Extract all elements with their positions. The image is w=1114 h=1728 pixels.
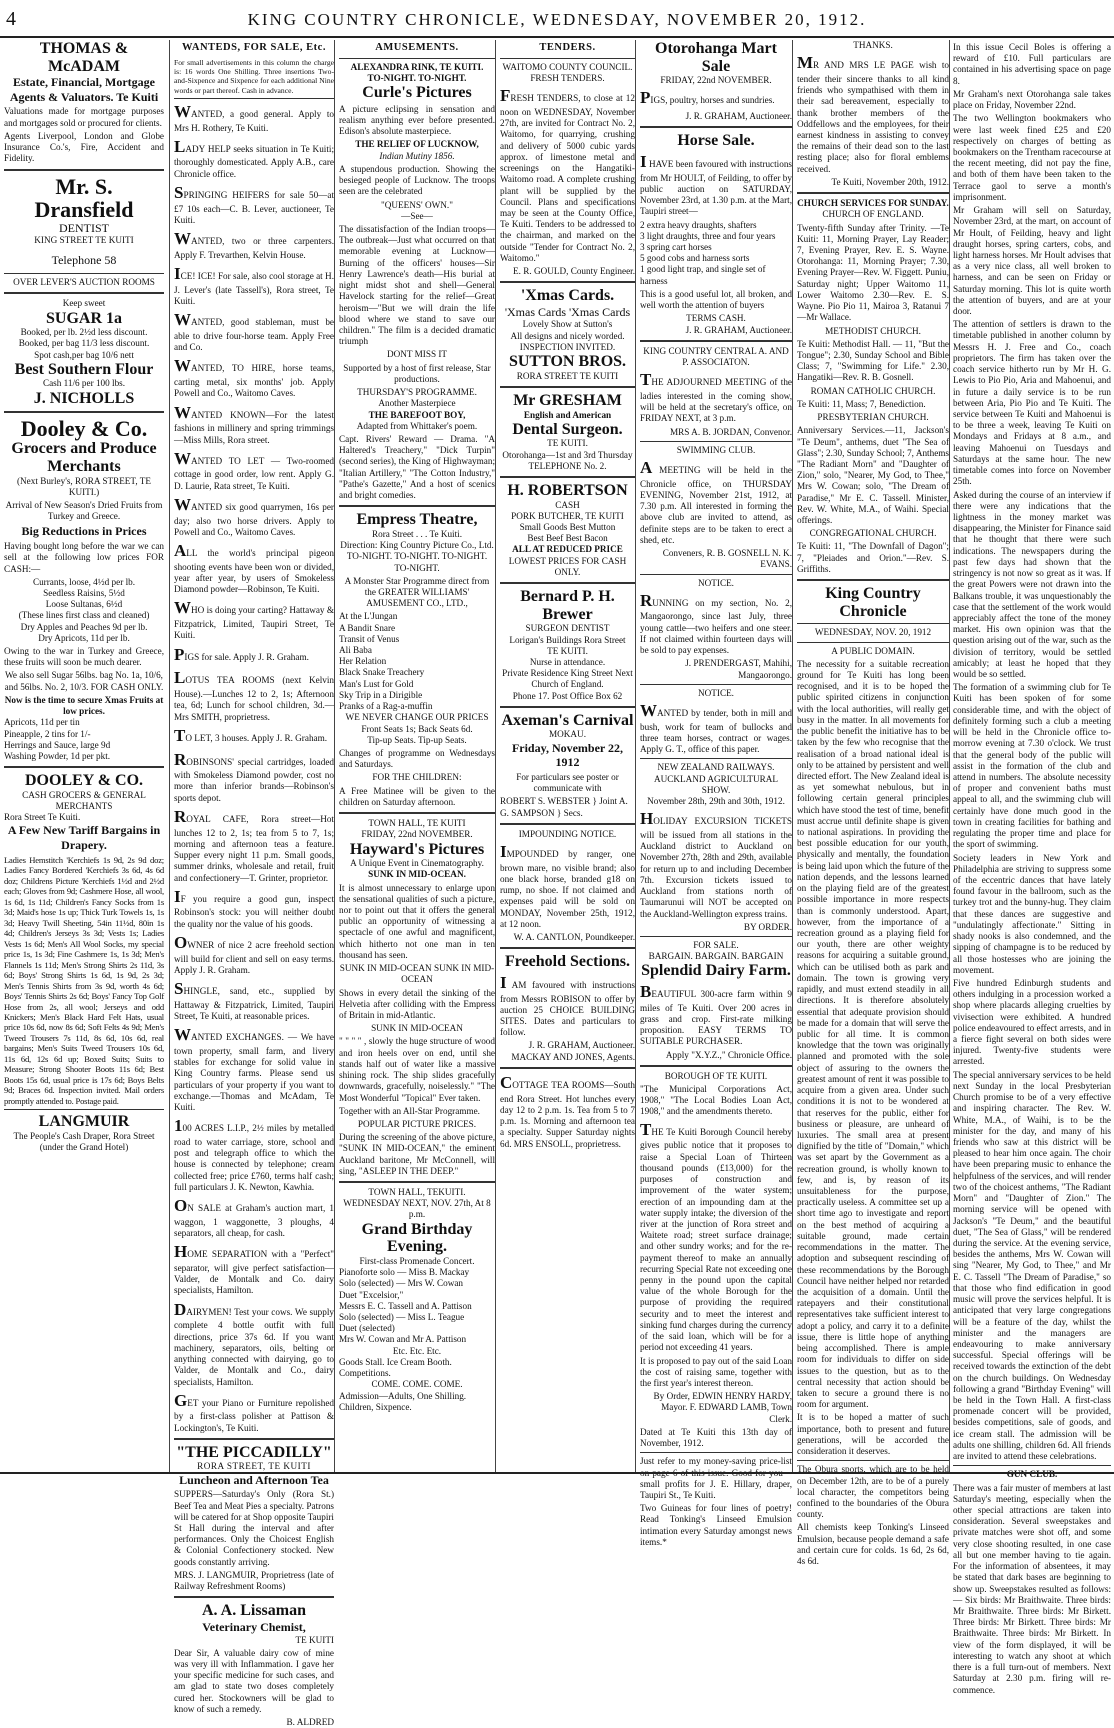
nicholls-l2: Booked, per bag 11/3 less discount. [18, 338, 150, 349]
news-item: The two Wellington bookmakers who were last week fined £25 and £20 respectively on charges of betting as bookmakers on the Trentham racecourse at the recent meeting, did not pay the fine, and both of them have been taken to the Terrace gaol to serve a month's imprisonment. [953, 113, 1111, 202]
classified-ad: TO LET, 3 houses. Apply J. R. Graham. [174, 725, 328, 745]
church-head: CHURCH SERVICES FOR SUNDAY. [797, 198, 949, 209]
news-item: Mr Graham will sell on Saturday, November 23rd, at the mart, on account of Mr Hoult, of Feilding, heavy and light draught horses, spring carters, cobs, and light harness horses. Mr Hoult advises that as a very nice class, all well broken to harness, and can be seen on Friday or Saturday morning. This lot is quite worth the attention of buyers, and are at your door. [953, 205, 1111, 317]
empress-p1: A Monster Star Programme direct from the GREATER WILLIAMS' AMUSEMENT CO., LTD., [344, 575, 490, 609]
rink: ALEXANDRA RINK, TE KUITI. [350, 61, 484, 72]
nicholls-sugar: SUGAR 1a [45, 309, 122, 327]
freehold-body: I AM favoured with instructions from Messrs ROBISON to offer by auction 25 CHOICE BUILDING SITES. Dates and particulars to follow. [500, 972, 635, 1038]
editorial-head: A PUBLIC DOMAIN. [831, 645, 915, 656]
mart-sign: J. R. GRAHAM, Auctioneer. [685, 111, 792, 122]
dooley-now: Now is the time to secure Xmas Fruits at low prices. [4, 694, 164, 717]
horse-item: 1 good light trap, and single set of harness [640, 264, 766, 286]
brewer-name: Bernard P. H. Brewer [520, 588, 615, 623]
impound-head: IMPOUNDING NOTICE. [518, 828, 617, 839]
dransfield-addr: KING STREET TE KUITI [34, 235, 134, 246]
mart-date: FRIDAY, 22nd NOVEMBER. [660, 75, 772, 86]
langmuir-sub: The People's Cash Draper, Rora Street (under the Grand Hotel) [13, 1130, 155, 1153]
robertson-l2: Best Beef Best Bacon [527, 533, 608, 544]
dairy-sign: Apply "X.Y.Z.," Chronicle Office. [665, 1049, 792, 1060]
hayward-p5: During the screening of the above picture, "SUNK IN MID-OCEAN," the eminent Auckland baritone, Mr McConnell, will sing, "ASLEEP IN THE DEEP." [339, 1132, 495, 1176]
cottage-body: COTTAGE TEA ROOMS—South end Rora Street. Hot lunches every day 12 to 2 p.m. 1s. Tea from 5 to 7 p.m. 1s. Morning and afternoon tea a specialty. Supper Saturday nights 6d. MRS ENSOLL, proprietress. [500, 1072, 635, 1149]
robertson-sub: PORK BUTCHER, TE KUITI [511, 510, 624, 521]
page-number: 4 [6, 8, 16, 30]
hayward-name: Hayward's Pictures [349, 840, 485, 858]
thanks-body: MR AND MRS LE PAGE wish to tender their sincere thanks to all kind friends who sympathised with them in their sad bereavement, especially to thank brother members of the Oddfellows and the employees, for their earnest kindness in assisting to convey the remains of their dead son to the last resting place; also for floral emblems received. [797, 53, 949, 174]
wednesday: WEDNESDAY NEXT, NOV. 27th, At 8 p.m. [343, 1198, 491, 1220]
notice2-body: WANTED by tender, both in mill and bush, work for team of bullocks and three team horses, contract or wages. Apply G. T., office of this paper. [640, 700, 792, 755]
piccadilly-prop: MRS. J. LANGMUIR, Proprietress (late of Railway Refreshment Rooms) [174, 1569, 334, 1592]
thursday: THURSDAY'S PROGRAMME. [357, 387, 477, 398]
queens: "QUEENS' OWN." [381, 199, 453, 210]
lucknow-p1: A stupendous production. Showing the besieged people of Lucknow. The troops seen are the celebrated [339, 163, 495, 197]
dooley-item2: Herrings and Sauce, large 9d [4, 739, 111, 750]
swim-head: SWIMMING CLUB. [676, 444, 756, 455]
nicholls-name: J. NICHOLLS [33, 389, 135, 407]
piccadilly-name: "THE PICCADILLY" [176, 1443, 332, 1461]
birthday-item: Goods Stall. Ice Cream Booth. Competitions. [339, 1356, 452, 1379]
dooley-sub: Grocers and Produce Merchants [11, 440, 157, 475]
masthead [0, 0, 1114, 38]
birthday-item: Solo (selected) — Mrs W. Cowan [339, 1278, 464, 1289]
tender-body: FRESH TENDERS, to close at 12 noon on WEDNESDAY, November 27th, are invited for Contract No. 2, Waitomo, for quarrying, crushing and delivery of 5000 cubic yards approx. of limestone metal and screenings on the Hangatiki-Waitomo road. A complete crushing plant will be supplied by the Council. Plans and specifications may be seen at the County Office, Te Kuiti. Tenders to be addressed to the chairman, and marked on the outside "Tender for Contract No. 2, Waitomo." [500, 86, 635, 263]
dransfield-tel: Telephone 58 [51, 252, 117, 267]
hayward-p1: It is almost unnecessary to enlarge upon the sensational qualities of such a picture, nor to point out that it offers the general public an opportunity of witnessing a spectacle of one awful and magnificent, which hitherto not one man in ten thousand has seen. [339, 882, 495, 960]
central-head: KING COUNTRY CENTRAL A. AND P. ASSOCIATON. [643, 345, 789, 367]
news-item: The formation of a swimming club for Te Kuiti has been spoken of for some considerable time, and with the object of definitely forming such a club a meeting will be held in the Chronicle office to-morrow evening at 7.30 o'clock. We trust that the general body of the public will assist in the formation of the club and attend in numbers. The absolute necessity of proper and convenient baths must appeal to all, and the swimming club will certainly have done much good in the town in creating facilities for bathing and regulating the proper time and place for the sport of swimming. [953, 682, 1111, 850]
empress-tip: Tip-up Seats. Tip-up Seats. [367, 734, 467, 745]
gould: E. R. GOULD, County Engineer. [513, 266, 635, 277]
dooley2-sub: CASH GROCERS & GENERAL MERCHANTS [22, 789, 146, 812]
dooley-item: (These lines first class and cleaned) [18, 610, 150, 621]
dooley-item: Loose Sultanas, 6½d [45, 599, 123, 610]
horse-name: Horse Sale. [677, 132, 755, 150]
horse-item: 2 extra heavy draughts, shafters [640, 219, 757, 230]
gun-body: There was a fair muster of members at last Saturday's meeting, especially when the other special attractions are taken into consideration. Several sweepstakes and private matches were shot off, and some very close shooting resulted, in one case all but one member having to tie again. For the information of absentees, it may be stated that dark bases are beginning to show up. Sweepstakes resulted as follows:— Six birds: Mr Braithwaite. Three birds: Mr Braithwaite. Three birds: Mr Birkett. Three birds: Mr Birkett. Three birds: Mr Braithwaite. Three birds: Mr Birkett. In view of the form displayed, it will be interesting to watch any shoot at which there is a full turn-out of members. Next Saturday at 2.30 p.m. firing will re-commence. [953, 1482, 1111, 1695]
classified-ad: WANTED KNOWN—For the latest fashions in millinery and spring trimmings—Miss Mills, Rora street. [174, 402, 334, 445]
dooley-item2: Apricots, 11d per tin [4, 717, 80, 728]
notice1-head: NOTICE. [698, 577, 734, 588]
dooley2-addr: Rora Street Te Kuiti. [4, 812, 81, 823]
empress-item: Man's Lust for Gold [339, 678, 414, 689]
brewer-priv: Private Residence King Street Next Church of England. [502, 668, 633, 690]
empress-changes: Changes of programme on Wednesdays and Saturdays. [339, 748, 495, 770]
dooley-item: Currants, loose, 4½d per lb. [32, 576, 136, 587]
classified-ad: SPRINGING HEIFERS for sale 50—at £7 10s each—C. B. Lever, auctioneer, Te Kuiti. [174, 182, 334, 225]
editorial-p3: The Obura sports, which are to be held on December 12th, are to be of a purely local character, the competitors being confined to the boundaries of the Obura county. [797, 1464, 949, 1520]
xmas-sub: 'Xmas Cards 'Xmas Cards [504, 304, 631, 319]
dooley-name: Dooley & Co. [20, 416, 148, 442]
editorial-p2: It is to be hoped a matter of such importance, both to present and future generations, will be accorded the consideration it deserves. [797, 1412, 949, 1457]
notice1-body: RUNNING on my section, No. 2, Mangaorongo, since last July, three young cattle—two heifers and one steer. If not claimed within fourteen days will be sold to pay expenses. [640, 590, 792, 656]
sutton-name: SUTTON BROS. [508, 353, 627, 371]
impound-sign: W. A. CANTLON, Poundkeeper. [513, 932, 635, 943]
council: WAITOMO COUNTY COUNCIL. [502, 61, 633, 72]
nicholls-l1: Booked, per lb. 2½d less discount. [20, 327, 148, 338]
borough-p2: THE Te Kuiti Borough Council hereby gives public notice that it proposes to raise a Special Loan of Thirteen thousand pounds (£13,000) for the purposes of construction and improvement of the water system; erection of an impounding dam at the water supply intake; the diversion of the river at the junction of Rora street and Waitete road; street surface drainage; and other sundry works; and for the re-payment thereof to make an annually recurring Special Rate not exceeding one penny in the pound upon the capital value of the whole Borough for the purpose of providing the required security and to meet the interest and sinking fund charges during the currency of the said loan, which will be for a period not exceeding 41 years. [640, 1119, 792, 1353]
support: Supported by a host of first release, Star productions. [343, 362, 491, 384]
birthday-item: Messrs E. C. Tassell and A. Pattison [339, 1300, 472, 1311]
dooley2-name: DOOLEY & CO. [24, 772, 144, 790]
gresham-town: TE KUITI. [547, 438, 588, 449]
lissaman-sub: Veterinary Chemist, [202, 1619, 306, 1634]
tariff-head: A Few New Tariff Bargains in Drapery. [7, 823, 161, 853]
barefoot-list: Capt. Rivers' Reward — Drama. "A Haltered's Treachery," "Dick Turpin" (second series), the King of Highwayman; "Italian Artillery," "The Cotton Industry," "Pathe's Gazette," And a host of scenics and bright comedies. [339, 433, 495, 501]
dransfield-role: DENTIST [59, 220, 109, 235]
rail-sign: BY ORDER. [743, 921, 792, 932]
central-body: THE ADJOURNED MEETING of the ladies interested in the coming show, will be held at the secretary's office, on FRIDAY NEXT, at 3 p.m. [640, 370, 792, 424]
thomas-p2: Agents Liverpool, London and Globe Insurance Co.'s, Fire, Accident and Fidelity. [4, 130, 164, 164]
popular: POPULAR PICTURE PRICES. [357, 1118, 477, 1129]
rc-head: ROMAN CATHOLIC CHURCH. [810, 385, 936, 396]
another: Another Masterpiece [378, 398, 456, 409]
classified-ad: WANTED, a good general. Apply to Mrs H. Rothery, Te Kuiti. [174, 101, 334, 133]
cofe-head: CHURCH OF ENGLAND. [822, 209, 924, 220]
editorial-p4: All chemists keep Tonking's Linseed Emulsion, because people demand a safe and certain cure for colds. 1s 6d, 2s 6d, 4s 6d. [797, 1522, 949, 1567]
central-sign: MRS A. B. JORDAN, Convenor. [669, 426, 792, 437]
nicholls-l3: Spot cash,per bag 10/6 nett [34, 349, 134, 360]
wanteds-head: WANTEDS, FOR SALE, Etc. [182, 42, 326, 53]
empress-item: Her Relation [339, 656, 387, 667]
classified-ad: SHINGLE, sand, etc., supplied by Hattaway & Fitzpatrick, Limited, Taupiri Street, Te Kuiti, at reasonable prices. [174, 979, 334, 1022]
hayward-sunk3: SUNK IN MID-OCEAN [371, 1023, 463, 1034]
horse-item: 3 spring cart horses [640, 242, 712, 252]
kcc-name: King Country Chronicle [825, 585, 921, 620]
pres-head: PRESBYTERIAN CHURCH. [817, 412, 929, 423]
rc-body: Te Kuiti: 11, Mass; 7, Benediction. [797, 398, 926, 409]
horse-item: 5 good cobs and harness sorts [640, 253, 750, 264]
swim-sign: Conveners, R. B. GOSNELL N. K. EVANS. [662, 548, 792, 570]
axeman-name: Axeman's Carnival [501, 711, 634, 729]
dransfield-note: OVER LEVER'S AUCTION ROOMS [13, 277, 155, 288]
empress-dir: Direction: King Country Picture Co., Ltd. [340, 540, 494, 551]
freehold-sign: J. R. GRAHAM, Auctioneer. MACKAY AND JONES, Agents. [511, 1040, 635, 1062]
column-3 [334, 40, 499, 1472]
lissaman-sign: B. ALDRED [286, 1717, 334, 1728]
piccadilly-addr: RORA STREET, TE KUITI [197, 1461, 311, 1472]
dont-miss: DONT MISS IT [386, 349, 448, 360]
amusements-head: AMUSEMENTS. [375, 42, 459, 53]
guineas: Two Guineas for four lines of poetry! Read Tonking's Linseed Emulsion intimation every Saturday amongst news items.* [640, 1503, 792, 1547]
axeman-date: Friday, November 22, 1912 [511, 740, 624, 770]
townhall2: TOWN HALL, TEKUITI. [368, 1187, 466, 1198]
gresham-role: Dental Surgeon. [512, 420, 623, 438]
dooley-p2: Having bought long before the war we can sell at the following low prices FOR CASH:— [4, 541, 164, 574]
dooley-item: Dry Apples and Peaches 9d per lb. [20, 621, 148, 632]
empress-item: At the L'Jungan [339, 611, 398, 622]
classified-ad: PIGS for sale. Apply J. R. Graham. [174, 644, 309, 664]
hayward-p3: " " " " , slowly the huge structure of wood and iron heels over on end, until she stands half out of water like a massive shining rock. The ship slides gracefully downwards, gracefully, noiselessly." "The Most Wonderful "Topical" Ever taken. [339, 1036, 495, 1103]
borough-p3: It is proposed to pay out of the said Loan the cost of raising same, together with the first year's interest thereon. [640, 1355, 792, 1389]
dooley-p4: We also sell Sugar 56lbs. bag No. 1a, 10/6, and 56lbs. No. 2, 10/3. FOR CASH ONLY. [4, 670, 164, 692]
borough-head: BOROUGH OF TE KUITI. [664, 1070, 768, 1081]
impound-body: IMPOUNDED by ranger, one brown mare, no visible brand; also one black horse, branded g18 on rump, no shoe. If not claimed and expenses paid will be sold on MONDAY, November 25th, 1912, at 12 noon. [500, 842, 635, 929]
meth-head: METHODIST CHURCH. [825, 325, 921, 336]
classified-ad: DAIRYMEN! Test your cows. We supply complete 4 bottle outfit with full directions, price 37s 6d. If you want machinery, separators, oils, belting or anything connected with dairying, go to Valder, de Montalk and Co., dairy specialists, Hamilton. [174, 1299, 334, 1387]
gresham-tel: TELEPHONE No. 2. [528, 460, 607, 471]
classified-ad: IF you require a good gun, inspect Robinson's stock: you will neither doubt the quality nor the value of his goods. [174, 886, 334, 929]
birthday-item: Duet "Excelsior," [339, 1289, 404, 1300]
piccadilly-sub: Luncheon and Afternoon Tea [179, 1472, 329, 1487]
lucknow-head: THE RELIEF OF LUCKNOW, [355, 139, 479, 150]
gresham-oto: Otorohanga—1st and 3rd Thursday [502, 449, 633, 460]
notice1-sign: J. PRENDERGAST, Mahihi, Mangaorongo. [685, 658, 792, 680]
birthday-item: Duet (selected) [339, 1323, 395, 1334]
hayward-p4: Together with an All-Star Programme. [339, 1105, 480, 1116]
classified-ad: ON SALE at Graham's auction mart, 1 waggon, 1 waggonette, 3 ploughs, 4 separators, all cheap, for cash. [174, 1196, 334, 1239]
brewer-phone: Phone 17. Post Office Box 62 [512, 690, 623, 701]
curle-p1: A picture eclipsing in sensation and realism anything ever before presented. Edison's absolute masterpiece. [339, 103, 495, 137]
classified-ad: WANTED, TO HIRE, horse teams, carting metal, six months' job. Apply Powell and Co., Waitomo Caves. [174, 356, 334, 399]
lissaman-town: TE KUITI [295, 1634, 334, 1645]
mart-body: PIGS, poultry, horses and sundries. [640, 88, 775, 108]
children-head: FOR THE CHILDREN: [372, 772, 462, 783]
thanks-head: THANKS. [853, 40, 893, 50]
classified-ad: WANTED, good stableman, must be able to drive four-horse team. Apply Free and Co. [174, 310, 334, 353]
thomas-p1: Valuations made for mortgage purposes and mortgages sold or procured for clients. [4, 106, 164, 128]
classified-ad: WANTED six good quarrymen, 16s per day; also two horse drivers. Apply to Powell and Co., Waitomo Caves. [174, 494, 334, 537]
piccadilly-body: SUPPERS—Saturday's Only (Rora St.) Beef Tea and Meat Pies a specialty. Patrons will be catered for at Shop opposite Taupiri St Hall during the interval and after performances. Only the Choicest English & Colonial Confectionery stocked. New goods constantly arriving. [174, 1489, 334, 1567]
news-item: Five hundred Edinburgh students and others indulging in a procession worked a shop where placards alleging cruelties by vivisection were exhibited. A hundred police endeavoured to effect arrests, and in a fierce fight several on both sides were injured. Twenty-five students were arrested. [953, 977, 1111, 1067]
horse-p2: This is a good useful lot, all broken, and well worth the attention of buyers [640, 288, 792, 311]
townhall: TOWN HALL, TE KUITI [368, 818, 466, 829]
xmas-p1: Lovely Show at Sutton's [522, 319, 613, 330]
rail-body: HOLIDAY EXCURSION TICKETS will be issued from all stations in the Auckland district to Auckland on November 27th, 28th and 29th, available for return up to and including December 7th. Excursion tickets issued to Auckland from stations north of Taumarunui will NOT be accepted on the Auckland-Wellington express trains. [640, 809, 792, 919]
column-7 [949, 40, 1114, 1695]
empress-item: Ali Baba [339, 645, 372, 656]
horse-terms: TERMS CASH. [686, 313, 746, 324]
gresham-name: Mr GRESHAM [513, 391, 622, 409]
classified-ad: WANTED, two or three carpenters. Apply F. Trevarthen, Kelvin House. [174, 229, 334, 260]
nicholls-cash: Cash 11/6 per 100 lbs. [42, 378, 126, 389]
classified-ad: WANTED TO LET — Two-roomed cottage in good order, low rent. Apply G. D. Laurie, Rata street, Te Kuiti. [174, 448, 334, 491]
horse-sign: J. R. GRAHAM, Auctioneer. [685, 324, 792, 335]
birthday-item: Mrs W. Cowan and Mr A. Pattison [339, 1334, 467, 1345]
brewer-town: TE KUITI. [547, 645, 588, 656]
classified-ad: WANTED EXCHANGES. — We have town property, small farm, and livery stables for exchange for solid value in King Country farms. Please send us particulars of your property if you want to exchange.—Thomas and McAdam, Te Kuiti. [174, 1025, 334, 1113]
column-1 [4, 40, 168, 1472]
cong-body: Te Kuiti: 11, "The Downfall of Dagon"; 7, "Pleiades and Orion."—Rev. S. Griffiths. [797, 541, 949, 574]
birthday-item: Etc. Etc. Etc. [392, 1345, 442, 1356]
rail-head: NEW ZEALAND RAILWAYS. [657, 762, 775, 773]
news-item: The special anniversary services to be held next Sunday in the local Presbyterian Church promise to be of a very effective and inspiring character. The Rev. W. White, M.A., of Waihi, is to be the minister for the day, and many of his friends who saw at this district will be pleased to hear him once again. The choir have been preparing music to enhance the helpfulness of the services, and will render two of the choicest anthems, "The Radiant Morn" and "Daughter of Zion." The morning service will be opened with Jackson's "Te Deum," and the beautiful duet, "The Sea of Glass," will be rendered during the service. At the evening service, besides the anthems, Mrs W. Cowan will sing "Nearer, My God, to Thee," and Mr E. C. Tassell "The Dream of Paradise," so that those who find edification in good music will prove the services helpful. It is anticipated that very large congregations will be a feature of the day, whilst the minister and the managers are endeavouring to make anniversary successful. Special offerings will be received towards the extinction of the debt on the church buildings. On Wednesday following a grand "Birthday Evening" will be held in the Town Hall. A first-class promenade concert will be provided, besides competitions, sale of goods, and ice cream stall. The admission will be adults one shilling, children 6d. All friends are invited to attend these celebrations. [953, 1069, 1111, 1462]
classified-ad: ROYAL CAFE, Rora street—Hot lunches 12 to 2, 1s; tea from 5 to 7, 1s; morning and afternoon teas a feature. Supper every night 11 p.m. Small goods, summer drinks, wholesale and retail, fruit and confectionery—T. Grinter, proprietor. [174, 806, 334, 883]
classified-ad: OWNER of nice 2 acre freehold section will build for client and sell on easy terms. Apply J. R. Graham. [174, 932, 334, 975]
axeman-place: MOKAU. [548, 729, 586, 740]
cong-head: CONGREGATIONAL CHURCH. [809, 528, 937, 539]
dooley-item2: Washing Powder, 1d per pkt. [4, 751, 111, 761]
empress-item: Transit of Venus [339, 633, 400, 644]
fresh: FRESH TENDERS. [530, 73, 605, 84]
nicholls-flour: Best Southern Flour [14, 360, 154, 378]
dooley-p1: Arrival of New Season's Dried Fruits from Turkey and Greece. [5, 500, 163, 522]
classified-ad: HOME SEPARATION with a "Perfect" separator, will give perfect satisfaction—Valder, de Montalk and Co. dairy specialists, Hamilton. [174, 1242, 334, 1296]
tariff-body: Ladies Hemstitch 'Kerchiefs 1s 9d, 2s 9d doz; Ladies Fancy Bordered 'Kerchiefs 3s 6d, 4s 6d doz; Childrens Picture 'Kerchiefs 1½d and 2½d each; Gloves from 9d; Cashmere Hose, all wool, 1s 6d, 1s 11d; Children's Fancy Socks from 1s 3d; Maid's hose 1s up; Thick Turk Towels 1s, 1s 3d; Heavy Twill Sheeting, 54in 11½d, 80in 1s 4d; Children's Jerseys 3s 3d; Vests 1s; Ladies Vests 1s 6d; Men's All Wool Socks, my special price 1s, 1s 3d; Fine Cashmere 1s, 1s 3d; Men's Flannels 1s 11d; Men's Strong Shirts 2s 11d, 3s 6d; Boys' Strong Shirts 1s 6d, 1s 9d, 2s 3d; Men's Tennis Shirts from 3s 9d, worth 4s 6d; Boys' Tennis Shirts 2s 6d; Boys' Fancy Top Golf Hose from 2s, all wool; Jerseys and odd Knickers; Men's Black Hard Felt Hats, usual price 10s 6d, now 8s 6d; Soft Felts 4s 9d; Men's Tweed Trousers 7s 11d, 8s 6d, 10s 6d, real bargains; Men's Suits Tweed Trousers 10s 6d, 11s 6d, 12s 6d up; Boxed Suits; Suits to Measure; Strong Shooter Boots 11s 6d; Best Boots 15s 6d, usual price is 17s 6d; Boys Belts 9d; Braces 6d. Inspection invited. Mail orders promptly attended to. Postage paid. [4, 854, 164, 1106]
birthday-item: Pianoforte solo — Miss B. Mackay [339, 1267, 470, 1278]
dooley-item2: Pineapple, 2 tins for 1/- [4, 728, 91, 739]
news-item: Mr Graham's next Otorohanga sale takes place on Friday, November 22nd. [953, 88, 1111, 111]
pres-body: Anniversary Services.—11, Jackson's "Te Deum", anthems, duet "The Sea of Glass"; 2.30, Sunday School; 7, Anthems "The Radiant Morn" and "Daughter of Zion," solo, "Nearer, My God, to Thee," Mrs W. Cowan; solo, "The Dream of Paradise," Mr E. C. Tassell. Minister, Rev. W. White, M.A., of Waihi. Special offerings. [797, 425, 949, 526]
empress-name: Empress Theatre, [356, 511, 478, 529]
bargain: BARGAIN. BARGAIN. BARGAIN [648, 951, 784, 962]
robertson-l1: Small Goods Best Mutton [519, 522, 616, 533]
column-2 [169, 40, 338, 1728]
tonight: TO-NIGHT. TO-NIGHT. [367, 73, 467, 84]
sunk: SUNK IN MID-OCEAN. [368, 869, 466, 880]
dooley-addr: (Next Burley's, RORA STREET, TE KUITI.) [16, 475, 151, 497]
thanks-date: Te Kuiti, November 20th, 1912. [831, 176, 949, 187]
empress-item: Sky Trip in a Dirigible [339, 689, 423, 700]
cofe-body: Twenty-fifth Sunday after Trinity. —Te Kuiti: 11, Morning Prayer, Lay Reader; 7, Evening Prayer, Rev. E. S. Wayne. Otorohanga: 11, Morning Prayer; 7.30, Evening Prayer—Rev. W. Figgett. Puniu, Saturday night; Upper Waitomo 11, Lower Waitomo 2.30—Rev. E. S. Wayne. Pio Pio 11, Mairoa 3, Ratanui 7—Mr Wallace. [797, 222, 949, 323]
empress-item: Black Snake Treachery [339, 667, 425, 678]
barefoot-sub: Adapted from Whittaker's poem. [356, 420, 478, 431]
hayward-rep: SUNK IN MID-OCEAN SUNK IN MID-OCEAN [339, 963, 495, 985]
lucknow-sub: Indian Mutiny 1856. [379, 150, 455, 161]
axeman-sec: ROBERT S. WEBSTER } Joint A. G. SAMPSON } Secs. [500, 796, 628, 818]
hayward-p2: Shows in every detail the sinking of the Helvetia after colliding with the Empress of Britain in mid-Atlantic. [339, 987, 495, 1020]
axeman-p: For particulars see poster or communicate with [516, 771, 619, 794]
thomas-name: THOMAS & McADAM [39, 40, 129, 75]
empress-never: WE NEVER CHANGE OUR PRICES [345, 712, 489, 723]
bottom-rule [0, 1472, 1114, 1474]
dooley-big: Big Reductions in Prices [21, 524, 147, 539]
brewer-addr: Lorigan's Buildings Rora Street [509, 634, 626, 645]
empress-tonight: TO-NIGHT. TO-NIGHT. TO-NIGHT. TO-NIGHT. [346, 551, 488, 573]
nicholls-keep: Keep sweet [62, 298, 106, 309]
robertson-name: H. ROBERTSON [507, 482, 628, 499]
classified-ad: LOTUS TEA ROOMS (next Kelvin House).—Lunches 12 to 2, 1s; Afternoon tea, 6d; Lunch for school children, 3d.—Mrs SMITH, proprietress. [174, 668, 334, 722]
mart-name: Otorohanga Mart Sale [655, 40, 777, 75]
langmuir-name: LANGMUIR [38, 1113, 130, 1131]
tenders-head: TENDERS. [539, 42, 596, 53]
lissaman-body: Dear Sir, A valuable dairy cow of mine was very ill with Inflammation. I gave her your specific medicine for such cases, and am glad to state two doses completely cured her. Stockowners will be glad to know of such a remedy. [174, 1647, 334, 1714]
notice2-head: NOTICE. [698, 687, 734, 698]
see: —See— [401, 210, 433, 221]
robertson-l4: LOWEST PRICES FOR CASH ONLY. [508, 555, 627, 577]
borough-sign: By Order, EDWIN HENRY HARDY, Mayor. F. EDWARD LAMB, Town Clerk. [653, 1391, 792, 1424]
reprint: Just refer to my money-saving price-list on page 6 of this issue. Good for you—small profits for J. E. Hillary, draper, Taupiri St., Te Kuiti. [640, 1456, 792, 1500]
sutton-addr: RORA STREET TE KUITI [516, 370, 619, 381]
kcc-date: WEDNESDAY, NOV. 20, 1912 [814, 627, 932, 638]
children-body: A Free Matinee will be given to the children on Saturday afternoon. [339, 785, 495, 807]
robertson-cash: CASH [555, 499, 580, 510]
empress-seats: Front Seats 1s; Back Seats 6d. [361, 723, 473, 734]
robertson-l3: ALL AT REDUCED PRICE [512, 544, 623, 555]
forsale: FOR SALE. [693, 939, 739, 950]
dairy-name: Splendid Dairy Farm. [641, 962, 791, 980]
news-item: In this issue Cecil Boles is offering a reward of £10. Full particulars are contained in his advertising space on page 8. [953, 42, 1111, 86]
horse-item: 3 light draughts, three and four years [640, 230, 776, 241]
news-item: Asked during the course of an interview if there were any indications that the lightness in the money market was disappearing, the Minister for Finance said that he thought that there were such indications. The newspapers during the past few days had shown that the stringency is not now so great as it was. If the great Powers were not drawn into the Balkans trouble, it was unquestionably the case that the settlement of the work would appreciably affect the tone of the money market. His own opinion was that the question arising out of the war, such as the division of territory, would be settled amicably; at least he hoped that they would be so settled. [953, 489, 1111, 680]
dransfield-name: Mr. S. Dransfield [34, 173, 134, 222]
meth-body: Te Kuiti: Methodist Hall. — 11, "But the Tongue"; 2.30, Sunday School and Bible Class; 7, "Swimming for Life." 2.30, Hangatiki—Rev. R. B. Gosnell. [797, 338, 949, 383]
dooley-p3: Owing to the war in Turkey and Greece, these fruits will soon be much dearer. [4, 646, 164, 668]
borough-date: Dated at Te Kuiti this 13th day of November, 1912. [640, 1426, 792, 1449]
inspection: INSPECTION INVITED. [519, 341, 616, 352]
classified-ad: 100 ACRES L.I.P., 2½ miles by metalled road to water carriage, store, school and post and telegraph office to which the house is connected by telephone; cream collected free; price £760, terms half cash; full particulars J. K. Newton, Kawhia. [174, 1116, 334, 1192]
xmas-p2: All designs and nicely worded. [510, 330, 625, 341]
masthead-title: KING COUNTRY CHRONICLE, WEDNESDAY, NOVEMBER 20, 1912. [247, 10, 867, 29]
classified-ad: ICE! ICE! For sale, also cool storage at H. J. Lever's (late Tassell's), Rora street, Te Kuiti. [174, 264, 334, 306]
borough-p1: "The Municipal Corporations Act, 1908," "The Local Bodies Loan Act, 1908," and the amendments thereto. [640, 1084, 792, 1117]
xmas-head: 'Xmas Cards. [520, 287, 615, 305]
come: COME. COME. COME. [371, 1379, 463, 1390]
freehold-name: Freehold Sections. [504, 953, 631, 971]
column-4 [495, 40, 639, 1472]
friday: FRIDAY, 22nd NOVEMBER. [361, 829, 473, 840]
news-item: The attention of settlers is drawn to the timetable published in another column by Messrs H. J. Free and Co., coach proprietors. The firm has taken over the coach service hitherto run by Mr H. G. Lewis to Pio Pio, Aria and Mahoenui, and in future a daily service is to be run between Aria, Pio Pio and Te Kuiti. The service between Te Kuiti and Mahoenui is to be three a week, leaving Te Kuiti on Mondays and Fridays at 8 a.m., and leaving Mahoenui on Tuesdays and Saturdays at the same hour. The new timetable comes into force on November 25th. [953, 319, 1111, 487]
dooley-item: Dry Apricots, 11d per lb. [38, 632, 130, 643]
barefoot: THE BAREFOOT BOY, [368, 409, 466, 420]
classified-ad: LADY HELP seeks situation in Te Kuiti; thoroughly domesticated. Apply A.B., care Chronicle office. [174, 136, 334, 179]
horse-body: I HAVE been favoured with instructions from Mr HOULT, of Feilding, to offer by public auction on SATURDAY, November 23rd, at 1.30 p.m. at the Mart, Taupiri street— [640, 151, 792, 217]
brewer-sub: SURGEON DENTIST [525, 623, 610, 634]
curle-name: Curle's Pictures [362, 84, 472, 102]
thomas-sub: Estate, Financial, Mortgage Agents & Valuators. Te Kuiti [9, 75, 159, 104]
classified-ad: WHO is doing your carting? Hattaway & Fitzpatrick, Limited, Taupiri Street, Te Kuiti. [174, 598, 334, 641]
lissaman-name: A. A. Lissaman [201, 1602, 307, 1620]
empress-addr: Rora Street . . . Te Kuiti. [371, 528, 463, 539]
birthday-name: Grand Birthday Evening. [361, 1220, 473, 1256]
classified-ad: GET your Piano or Furniture repolished by a first-class polisher at Pattison & Lockington's, Te Kuiti. [174, 1390, 334, 1433]
dooley-item: Seedless Raisins, 5½d [43, 587, 125, 598]
birthday-sub: First-class Promenade Concert. [359, 1255, 475, 1266]
birthday-item: Solo (selected) — Miss L. Teague [339, 1311, 465, 1322]
column-5 [635, 40, 796, 1547]
swim-body: A MEETING will be held in the Chronicle office, on THURSDAY EVENING, November 21st, 1912, at 7.30 p.m. All interested in forming the above club are invited to attend, as definite steps are to be taken to erect a shed, etc. [640, 458, 792, 545]
classified-ad: ROBINSONS' special cartridges, loaded with Smokeless Diamond powder, cost no more than inferior brands—Robinson's sports depot. [174, 749, 334, 803]
admission: Admission—Adults, One Shilling. Children, Sixpence. [339, 1390, 467, 1412]
column-6 [792, 40, 953, 1567]
hayward-sub: A Unique Event in Cinematography. [350, 858, 484, 869]
wanteds-intro: For small advertisements in this column the charge is: 16 words One Shilling. Three insertions Two-and-Sixpence and Sixpence for each additional Nine words or part thereof. Cash in advance. [174, 57, 334, 95]
gresham-sub: English and American [523, 409, 612, 420]
brewer-nurse: Nurse in attendance. [529, 656, 606, 667]
editorial-p1: The necessity for a suitable recreation ground for Te Kuiti has long been recognised, and it is to be hoped the public spirited citizens in conjunction with the local authorities, will really get busy in the matter. In all movements for the public benefit the initiative has to be taken by the few who recognise that the realisation of a broad national ideal is only to be attained by persistent and well directed effort. The New Zealand ideal is as yet somewhat nebulous, but in following certain general principles which have stood the test of time, benefit must accrue until definite shape is given to national aspirations. In providing the best possible education for our youth, physically and mentally, the foundation is being laid upon which the future of the nation depends, and the lessons learned on the playing field are of the greatest possible importance in more respects than is commonly understood. Apart, however, from the importance of a recreation ground as a playing field for our youth, there are other weighty reasons for acquiring a suitable ground, which can be utilised both as park and domain. The town is growing very rapidly, and must extend steadily in all directions. It is therefore absolutely essential that adequate provision should be made for a domain that will serve the public for all time. It is common knowledge that the town was originally planned and promoted with the sole object of assuring to the owners the greatest amount of rent it was possible to acquire from a given area. Under such conditions it is not to be wondered at that reserves for the public, either for business or pleasure, are unheard of luxuries. The small area at present dignified by the title of "Domain," which was set apart by the Government as a recreation ground, is wholly known to few, and is, by reason of its unsuitableness for the purpose, practically useless. A committee set up a short time ago to investigate and report on the best method of acquiring a suitable ground, made certain recommendations in the matter. The adoption and subsequent rescinding of these recommendations by the Borough Council have neither helped nor retarded the acquisition of a domain. Until the ratepayers and their constitutional representatives take sufficient interest to adopt a policy, and carry it to a definite issue, there is little hope of anything being accomplished. There is ample room for individuals to differ on side issues to the question, but as to the central necessity that action should be taken to secure a ground there is no room for argument. [797, 658, 949, 1410]
gun-head: GUN CLUB. [1006, 1469, 1058, 1480]
lucknow-p2: The dissatisfaction of the Indian troops—The outbreak—Just what occurred on that memorable evening at Lucknow—Burning of the officers' houses—Sir Henry Lawrence's death—His burial at night midst shot and shell—General Havelock starting for the relief—Great heroism—"But we will drain the life blood where we stand to save our children." The film is a decided dramatic triumph [339, 224, 495, 347]
classified-ad: ALL the world's principal pigeon shooting events have been won or divided, year after year, by users of Smokeless Diamond powder—Robinson, Te Kuiti. [174, 541, 334, 595]
rail-sub: AUCKLAND AGRICULTURAL SHOW. [654, 773, 778, 795]
rail-date: November 28th, 29th and 30th, 1912. [647, 796, 785, 807]
news-item: Society leaders in New York and Philadelphia are striving to suppress some of the eccentric dances that have lately found favour in the ballroom, such as the turkey trot and the bunny-hug. They claim that these dances are suggestive and "undulatingly affectionate." Sitting in shady nooks is also condemned, and the sipping of champagne is to be reduced by all those hostesses who are joining the movement. [953, 852, 1111, 975]
empress-item: A Bandit Snare [339, 622, 396, 633]
dairy-body: BEAUTIFUL 300-acre farm within 9 miles of Te Kuiti. Over 200 acres in grass and crop. First-rate milking proposition. EASY TERMS TO SUITABLE PURCHASER. [640, 981, 792, 1047]
empress-item: Pranks of a Rag-a-muffin [339, 701, 433, 712]
